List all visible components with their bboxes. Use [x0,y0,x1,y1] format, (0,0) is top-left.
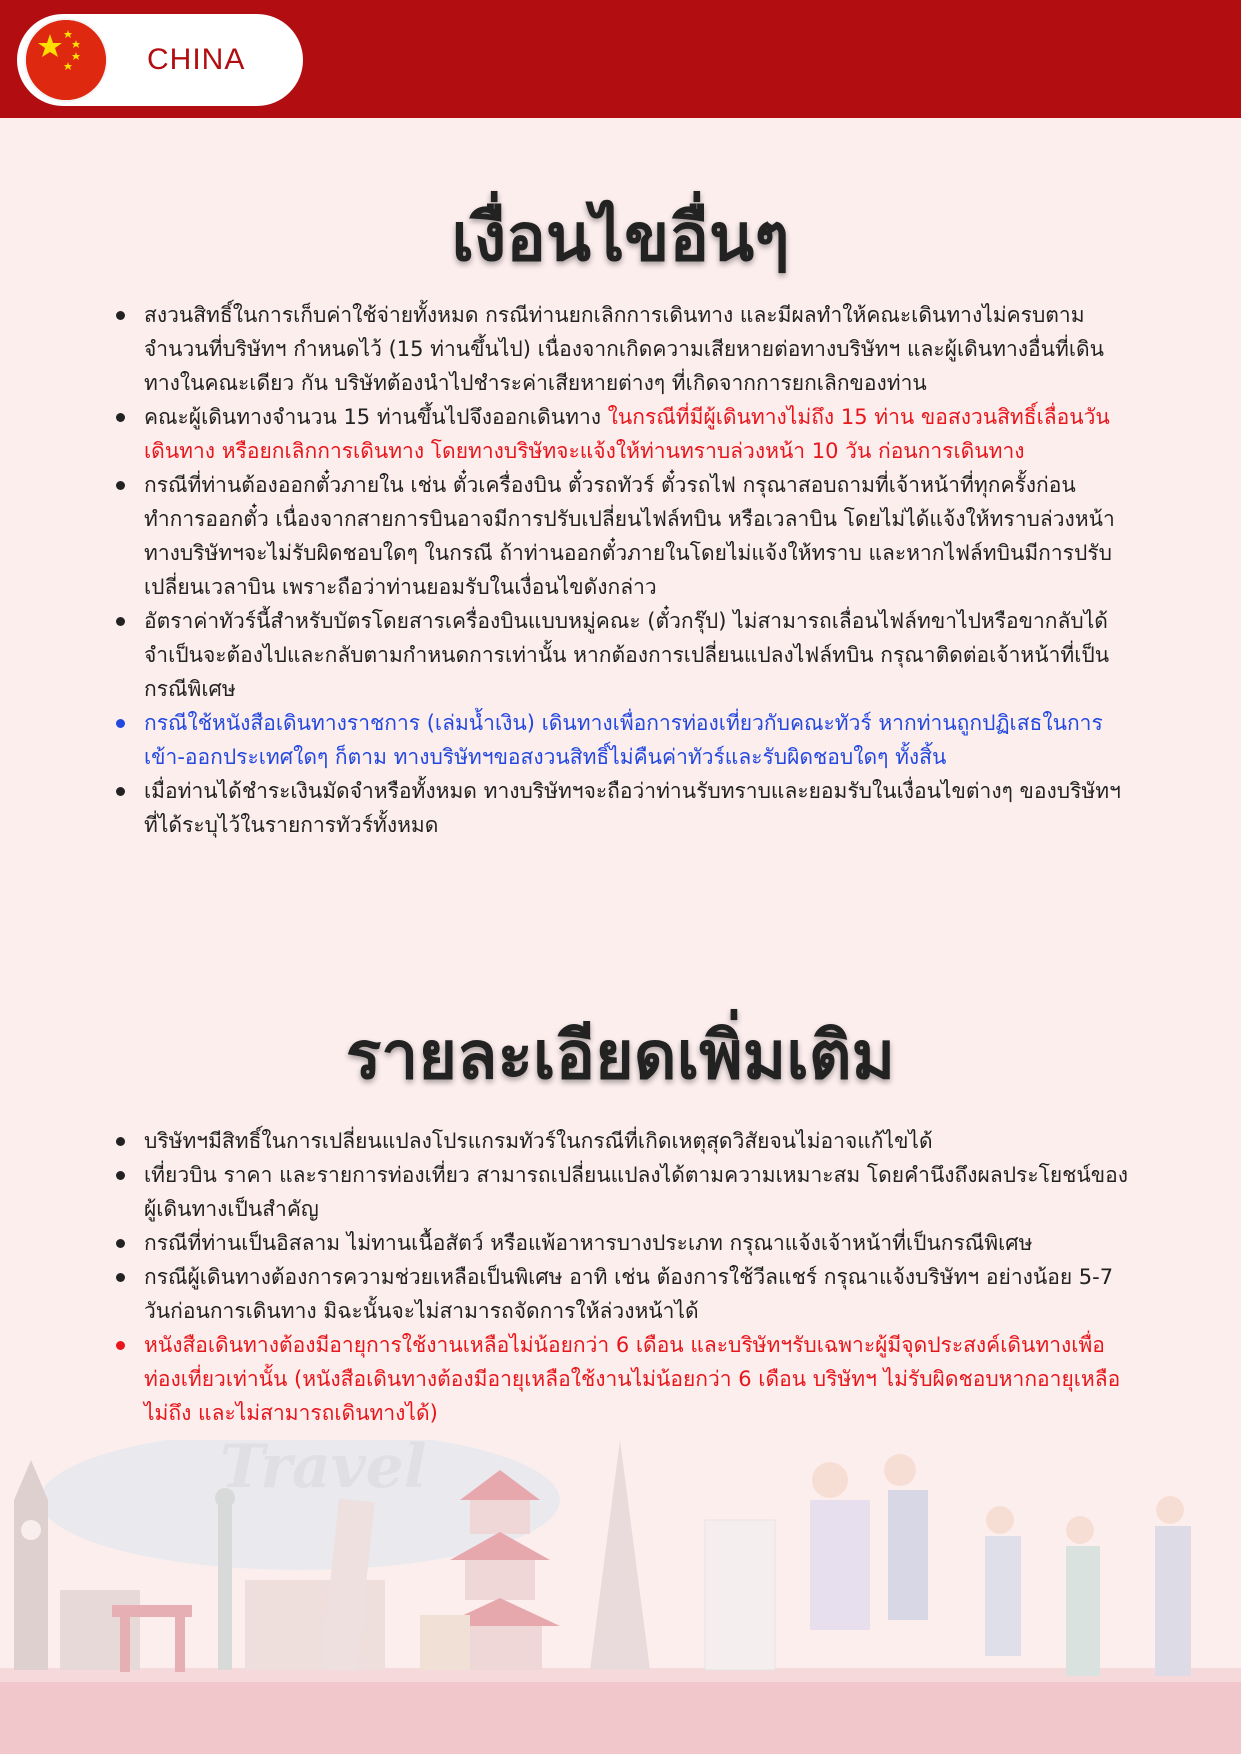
travel-landmarks-illustration [0,1440,1241,1754]
country-name: CHINA [147,43,246,76]
list-item: เมื่อท่านได้ชำระเงินมัดจำหรือทั้งหมด ทางบริษัทฯจะถือว่าท่านรับทราบและยอมรับในเงื่อนไขต่างๆ ของบริษัทฯที่ได้ระบุไว้ในรายการทัวร์ทั้งหมด [112,774,1132,842]
list-item: คณะผู้เดินทางจำนวน 15 ท่านขึ้นไปจึงออกเดินทาง ในกรณีที่มีผู้เดินทางไม่ถึง 15 ท่าน ขอสงวนสิทธิ์เลื่อนวันเดินทาง หรือยกเลิกการเดินทาง โดยทางบริษัทจะแจ้งให้ท่านทราบล่วงหน้า 10 วัน ก่อนการเดินทาง [112,400,1132,468]
china-flag-icon [26,20,106,100]
header-bar [0,0,1241,118]
list-item: กรณีที่ท่านต้องออกตั๋วภายใน เช่น ตั๋วเครื่องบิน ตั๋วรถทัวร์ ตั๋วรถไฟ กรุณาสอบถามที่เจ้าหน้าที่ทุกครั้งก่อนทำการออกตั๋ว เนื่องจากสายการบินอาจมีการปรับเปลี่ยนไฟล์ทบิน หรือเวลาบิน โดยไม่ได้แจ้งให้ทราบล่วงหน้า ทางบริษัทฯจะไม่รับผิดชอบใดๆ ในกรณี ถ้าท่านออกตั๋วภายในโดยไม่แจ้งให้ทราบ และหากไฟล์ทบินมีการปรับเปลี่ยนเวลาบิน เพราะถือว่าท่านยอมรับในเงื่อนไขดังกล่าว [112,468,1132,604]
list-item: กรณีที่ท่านเป็นอิสลาม ไม่ทานเนื้อสัตว์ หรือแพ้อาหารบางประเภท กรุณาแจ้งเจ้าหน้าที่เป็นกรณีพิเศษ [112,1226,1132,1260]
details-list [112,1124,1132,1430]
list-item: เที่ยวบิน ราคา และรายการท่องเที่ยว สามารถเปลี่ยนแปลงได้ตามความเหมาะสม โดยคำนึงถึงผลประโยชน์ของผู้เดินทางเป็นสำคัญ [112,1158,1132,1226]
list-item: หนังสือเดินทางต้องมีอายุการใช้งานเหลือไม่น้อยกว่า 6 เดือน และบริษัทฯรับเฉพาะผู้มีจุดประสงค์เดินทางเพื่อท่องเที่ยวเท่านั้น (หนังสือเดินทางต้องมีอายุเหลือใช้งานไม่น้อยกว่า 6 เดือน บริษัทฯ ไม่รับผิดชอบหากอายุเหลือไม่ถึง และไม่สามารถเดินทางได้) [112,1328,1132,1430]
section-title-details: รายละเอียดเพิ่มเติม [345,1017,896,1094]
list-item: บริษัทฯมีสิทธิ์ในการเปลี่ยนแปลงโปรแกรมทัวร์ในกรณีที่เกิดเหตุสุดวิสัยจนไม่อาจแก้ไขได้ [112,1124,1132,1158]
country-badge [17,14,303,106]
section-title-conditions: เงื่อนไขอื่นๆ [451,199,790,276]
conditions-list [112,298,1132,842]
list-item: กรณีผู้เดินทางต้องการความช่วยเหลือเป็นพิเศษ อาทิ เช่น ต้องการใช้วีลแชร์ กรุณาแจ้งบริษัทฯ อย่างน้อย 5-7 วันก่อนการเดินทาง มิฉะนั้นจะไม่สามารถจัดการให้ล่วงหน้าได้ [112,1260,1132,1328]
list-item: อัตราค่าทัวร์นี้สำหรับบัตรโดยสารเครื่องบินแบบหมู่คณะ (ตั๋วกรุ๊ป) ไม่สามารถเลื่อนไฟล์ทขาไปหรือขากลับได้ จำเป็นจะต้องไปและกลับตามกำหนดการเท่านั้น หากต้องการเปลี่ยนแปลงไฟล์ทบิน กรุณาติดต่อเจ้าหน้าที่เป็นกรณีพิเศษ [112,604,1132,706]
list-item: กรณีใช้หนังสือเดินทางราชการ (เล่มน้ำเงิน) เดินทางเพื่อการท่องเที่ยวกับคณะทัวร์ หากท่านถูกปฏิเสธในการเข้า-ออกประเทศใดๆ ก็ตาม ทางบริษัทฯขอสงวนสิทธิ์ไม่คืนค่าทัวร์และรับผิดชอบใดๆ ทั้งสิ้น [112,706,1132,774]
list-item: สงวนสิทธิ์ในการเก็บค่าใช้จ่ายทั้งหมด กรณีท่านยกเลิกการเดินทาง และมีผลทำให้คณะเดินทางไม่ครบตามจำนวนที่บริษัทฯ กำหนดไว้ (15 ท่านขึ้นไป) เนื่องจากเกิดความเสียหายต่อทางบริษัทฯ และผู้เดินทางอื่นที่เดินทางในคณะเดียว กัน บริษัทต้องนำไปชำระค่าเสียหายต่างๆ ที่เกิดจากการยกเลิกของท่าน [112,298,1132,400]
